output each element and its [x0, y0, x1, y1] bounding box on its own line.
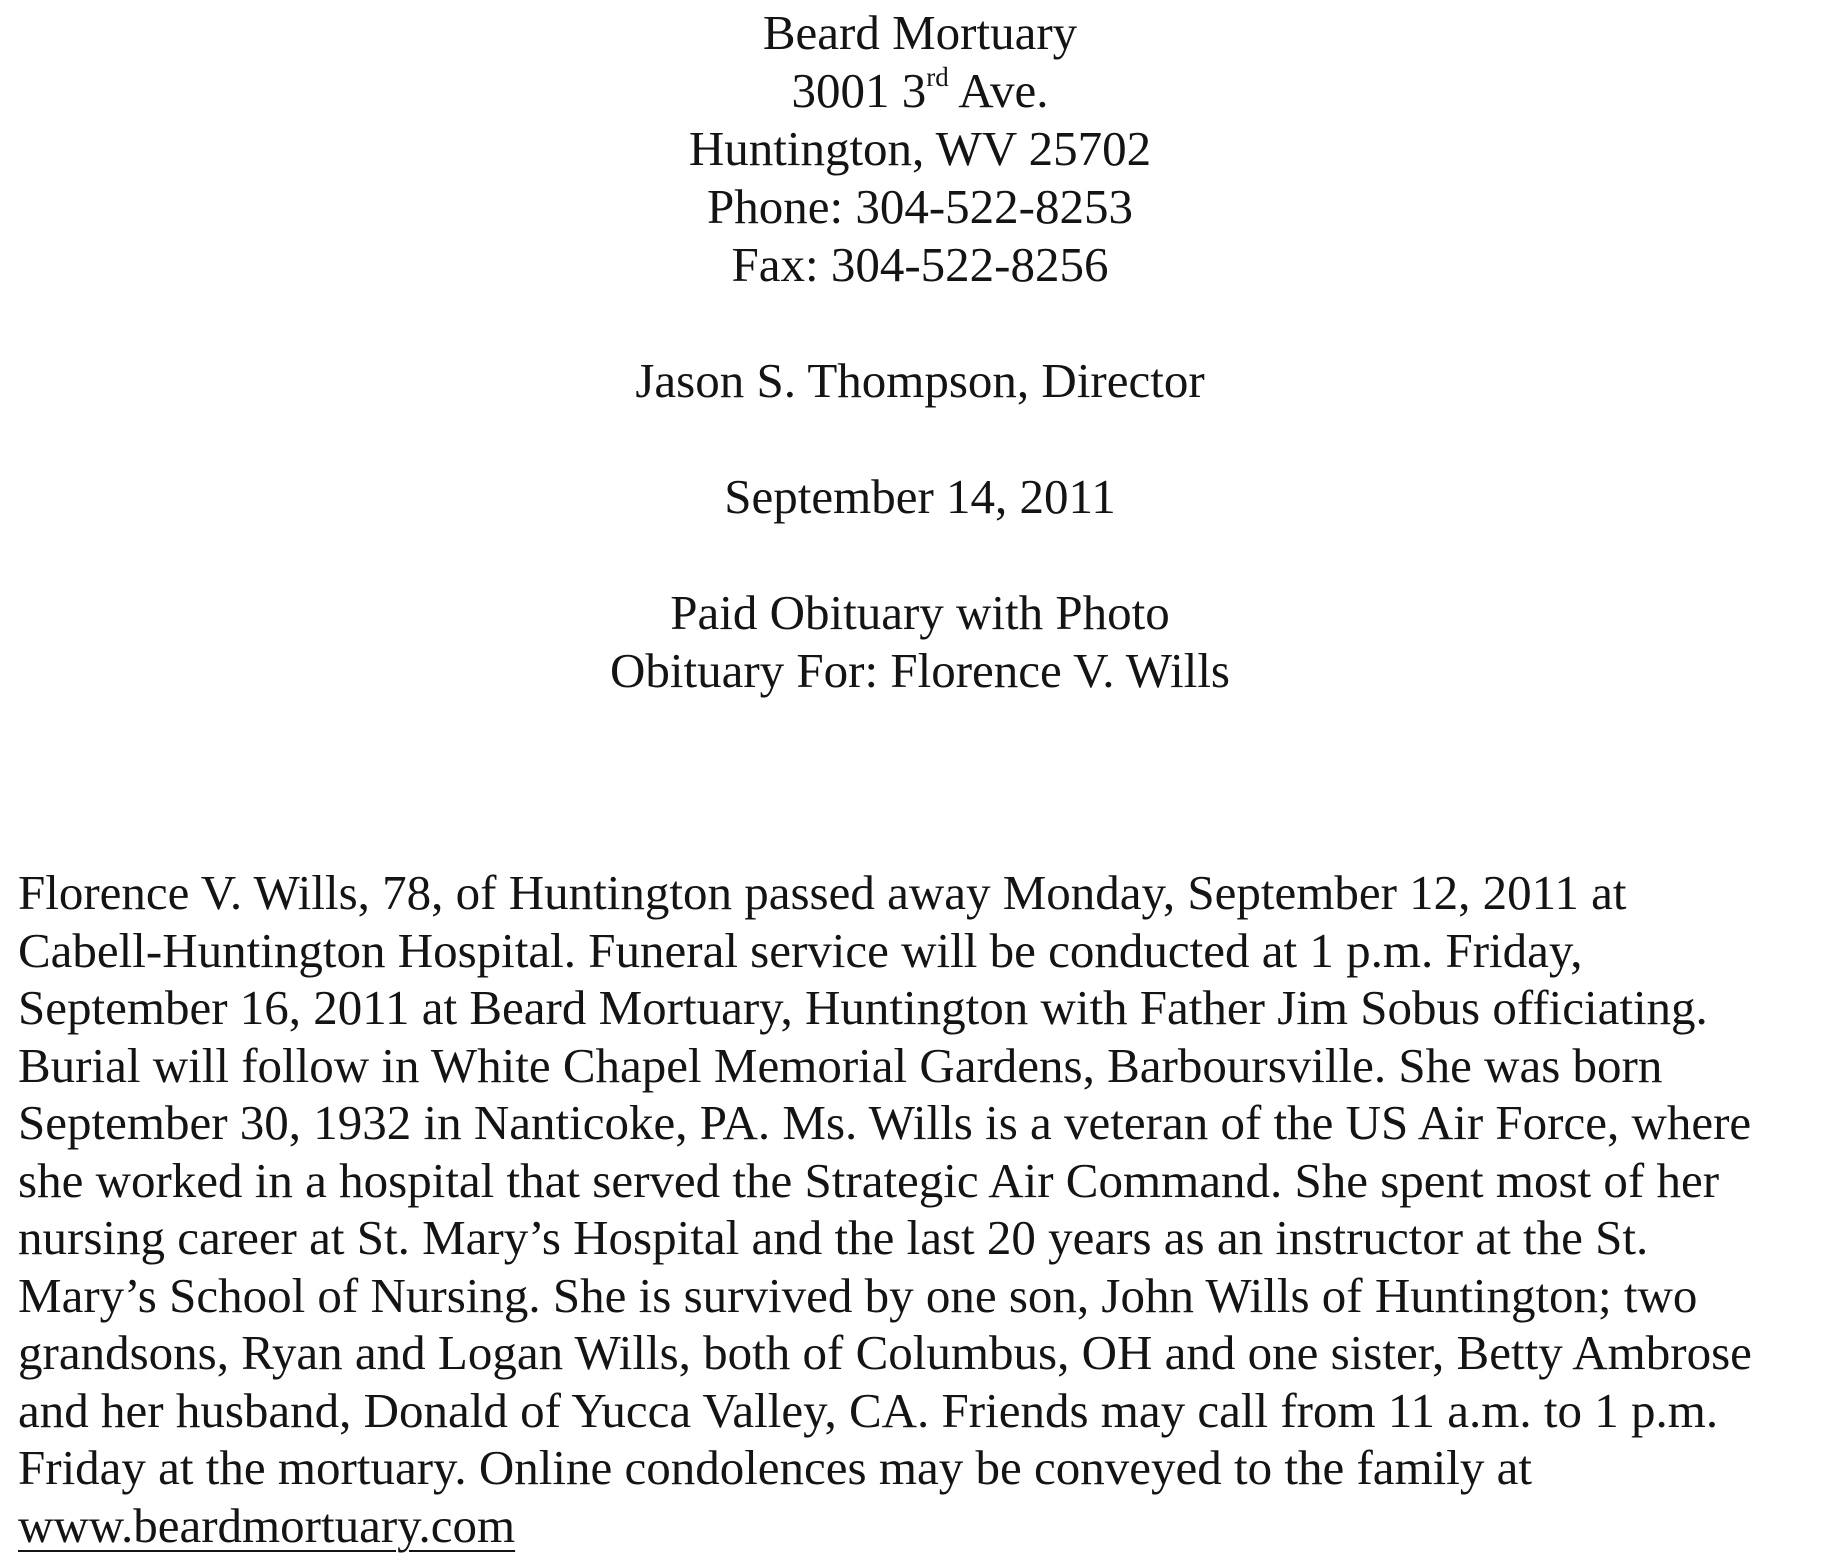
obituary-line: she worked in a hospital that served the Strategic Air Command. She spent most of her	[18, 1152, 1720, 1208]
mortuary-website-link[interactable]: www.beardmortuary.com	[18, 1497, 516, 1553]
business-name: Beard Mortuary	[762, 5, 1078, 60]
website-line	[18, 1497, 1818, 1555]
city-state-zip: Huntington, WV 25702	[688, 121, 1152, 176]
obituary-line: Burial will follow in White Chapel Memorial Gardens, Barboursville. She was born	[18, 1037, 1663, 1093]
obituary-line: September 16, 2011 at Beard Mortuary, Huntington with Father Jim Sobus officiating.	[18, 980, 1708, 1035]
spacer	[0, 526, 1824, 584]
obituary-line: Florence V. Wills, 78, of Huntington passed away Monday, September 12, 2011 at	[18, 865, 1627, 920]
street-address	[0, 62, 1824, 120]
address-street: Ave.	[948, 63, 1049, 118]
obituary-line: Friday at the mortuary. Online condolences may be conveyed to the family at	[18, 1440, 1532, 1495]
spacer	[0, 294, 1824, 352]
document-date: September 14, 2011	[724, 469, 1116, 524]
obituary-subject: Obituary For: Florence V. Wills	[609, 643, 1231, 698]
ordinal-suffix: rd	[926, 62, 949, 92]
director-name: Jason S. Thompson, Director	[635, 353, 1205, 408]
letterhead	[0, 4, 1824, 700]
spacer	[0, 410, 1824, 468]
obituary-line: Cabell-Huntington Hospital. Funeral service will be conducted at 1 p.m. Friday,	[18, 922, 1583, 978]
obituary-line: September 30, 1932 in Nanticoke, PA. Ms. Wills is a veteran of the US Air Force, where	[18, 1095, 1752, 1150]
obituary-line: and her husband, Donald of Yucca Valley, CA. Friends may call from 11 a.m. to 1 p.m.	[18, 1382, 1719, 1438]
obituary-text	[18, 864, 1818, 1554]
notice-type: Paid Obituary with Photo	[670, 585, 1170, 640]
obituary-line: nursing career at St. Mary’s Hospital and the last 20 years as an instructor at the St.	[18, 1210, 1649, 1265]
fax-number: Fax: 304-522-8256	[731, 237, 1109, 292]
phone-number: Phone: 304-522-8253	[707, 179, 1133, 234]
obituary-line: Mary’s School of Nursing. She is survived by one son, John Wills of Huntington; two	[18, 1267, 1698, 1323]
address-number: 3001 3	[791, 63, 927, 118]
obituary-line: grandsons, Ryan and Logan Wills, both of Columbus, OH and one sister, Betty Ambrose	[18, 1325, 1752, 1380]
